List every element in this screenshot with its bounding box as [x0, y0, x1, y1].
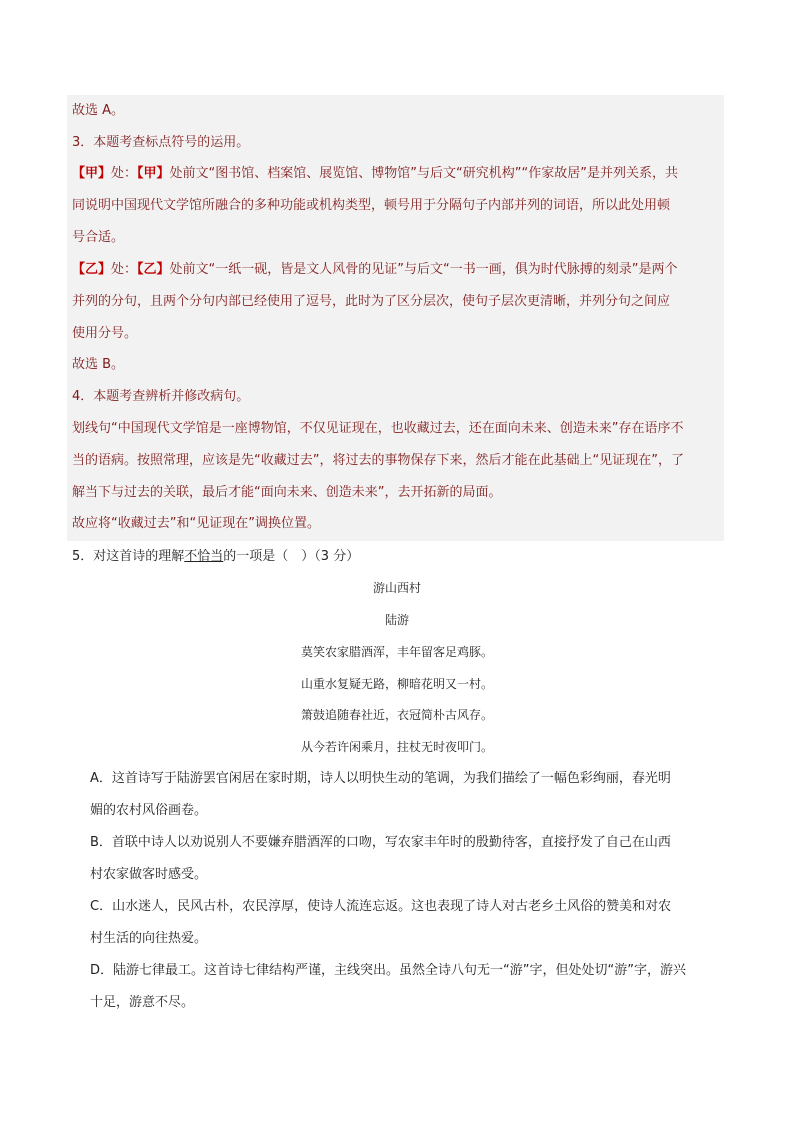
poem-line: 箫鼓追随春社近，衣冠简朴古风存。 [300, 708, 493, 722]
option-a: A．这首诗写于陆游罢官闲居在家时期，诗人以明快生动的笔调，为我们描绘了一幅色彩绚丽，春光明 [90, 771, 671, 786]
option-c-cont: 村生活的向往热爱。 [90, 931, 208, 946]
answer-line: 故选 B。 [72, 357, 125, 372]
question-suffix: 的一项是（ ）（3 分） [223, 549, 360, 564]
question-5-stem [72, 549, 359, 565]
poem-title: 游山西村 [372, 581, 421, 595]
option-b-cont: 村农家做客时感受。 [90, 867, 208, 882]
label-jia-mid: 处： [111, 166, 138, 181]
analysis-line: 使用分号。 [72, 326, 138, 341]
question-underlined: 不恰当 [184, 549, 224, 564]
answer-analysis-box [67, 95, 724, 541]
section-heading-4: 4．本题考查辨析并修改病句。 [72, 389, 250, 404]
label-jia: 【甲】 [72, 166, 112, 181]
analysis-line: 并列的分句，且两个分句内部已经使用了逗号，此时为了区分层次，使句子层次更清晰，并列分句之间应 [72, 294, 671, 309]
option-a-cont: 媚的农村风俗画卷。 [90, 803, 208, 818]
question-prefix: 5．对这首诗的理解 [72, 549, 185, 564]
analysis-text: 处前文“图书馆、档案馆、展览馆、博物馆”与后文“研究机构”“作家故居”是并列关系，共 [169, 166, 678, 181]
analysis-line: 当的语病。按照常理，应该是先“收藏过去”，将过去的事物保存下来，然后才能在此基础上“见证现在”，了 [72, 453, 684, 468]
analysis-line: 故应将“收藏过去”和“见证现在”调换位置。 [72, 516, 320, 531]
poem-line: 莫笑农家腊酒浑，丰年留客足鸡豚。 [300, 645, 493, 659]
analysis-line: 同说明中国现代文学馆所融合的多种功能或机构类型，顿号用于分隔句子内部并列的词语，所以此处用顿 [72, 198, 671, 213]
option-d: D．陆游七律最工。这首诗七律结构严谨，主线突出。虽然全诗八句无一“游”字，但处处切“游”字，游兴 [90, 963, 686, 978]
poem-line: 从今若许闲乘月，拄杖无时夜叩门。 [300, 740, 493, 754]
answer-line: 故选 A。 [72, 103, 125, 118]
poem-author: 陆游 [384, 613, 409, 627]
label-yi-2: 【乙】 [137, 262, 170, 277]
poem-line: 山重水复疑无路，柳暗花明又一村。 [300, 677, 493, 691]
analysis-line-jia [72, 166, 678, 182]
analysis-line: 号合适。 [72, 230, 125, 245]
analysis-line: 解当下与过去的关联，最后才能“面向未来、创造未来”，去开拓新的局面。 [72, 485, 502, 500]
analysis-line-yi [72, 262, 678, 278]
section-heading-3: 3．本题考查标点符号的运用。 [72, 135, 250, 150]
option-b: B．首联中诗人以劝说别人不要嫌弃腊酒浑的口吻，写农家丰年时的殷勤待客，直接抒发了自己在山西 [90, 835, 671, 850]
option-d-cont: 十足，游意不尽。 [90, 995, 195, 1010]
label-yi: 【乙】 [72, 262, 112, 277]
analysis-line: 划线句“中国现代文学馆是一座博物馆，不仅见证现在，也收藏过去，还在面向未来、创造未来”存在语序不 [72, 421, 684, 436]
label-jia-2: 【甲】 [137, 166, 170, 181]
label-yi-mid: 处： [111, 262, 138, 277]
option-c: C．山水迷人，民风古朴，农民淳厚，使诗人流连忘返。这也表现了诗人对古老乡土风俗的赞美和对农 [90, 899, 672, 914]
analysis-text: 处前文“一纸一砚，皆是文人风骨的见证”与后文“一书一画，俱为时代脉搏的刻录”是两个 [169, 262, 678, 277]
